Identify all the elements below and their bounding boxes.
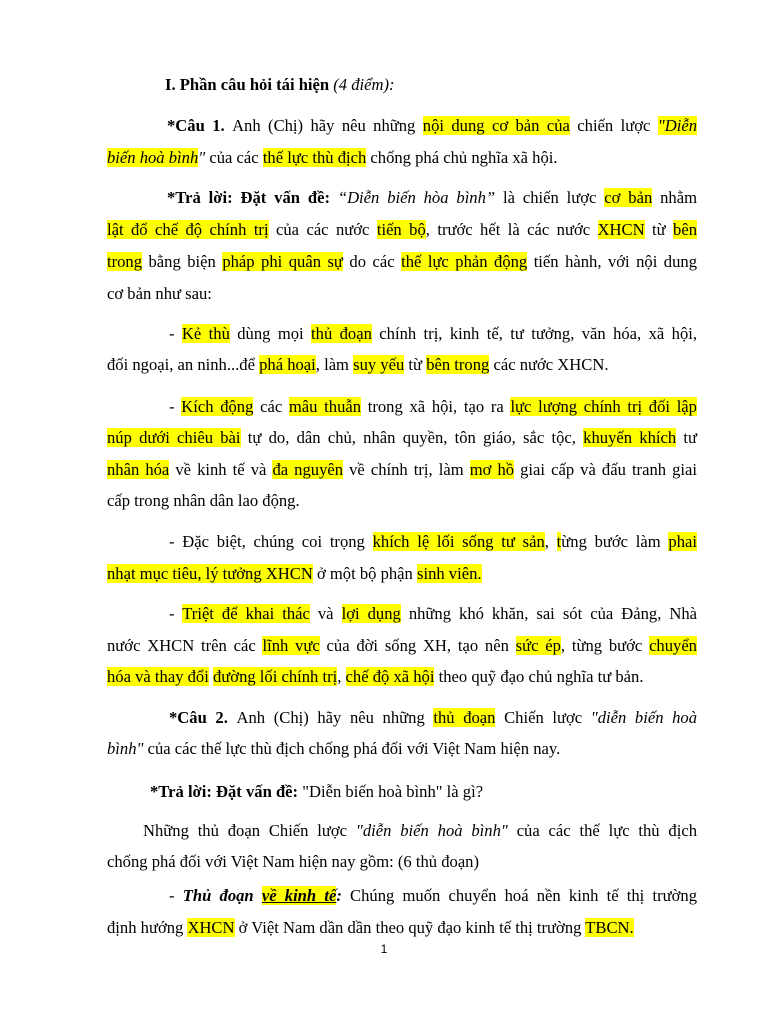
- highlighted-text: chế độ xã hội: [345, 667, 435, 686]
- highlighted-text: thủ đoạn: [311, 324, 372, 343]
- paragraph-line: [169, 318, 697, 349]
- text-run: *Câu 1.: [167, 116, 233, 135]
- text-run: từ: [404, 355, 427, 374]
- highlighted-text: lĩnh vực: [262, 636, 320, 655]
- text-run: các nước XHCN.: [489, 355, 609, 374]
- text-run: chống phá đối với Việt Nam hiện nay gồm: (6 thủ đoạn): [107, 852, 480, 871]
- text-run: về chính trị, làm: [343, 460, 470, 479]
- highlighted-text: trong: [107, 252, 143, 271]
- text-run: các: [253, 397, 289, 416]
- highlighted-text: "Diễn: [657, 116, 697, 135]
- text-run: tiến hành, với nội dung: [527, 252, 697, 271]
- highlighted-text: t: [556, 532, 562, 551]
- text-run: cấp trong nhân dân lao động.: [107, 491, 300, 510]
- paragraph-line: [107, 912, 697, 943]
- text-run: I. Phần câu hỏi tái hiện: [165, 75, 334, 94]
- text-run: là chiến lược: [495, 188, 605, 207]
- text-run: ở một bộ phận: [312, 564, 417, 583]
- page-number: 1: [380, 942, 388, 956]
- text-run: cơ bản như sau:: [107, 284, 212, 303]
- text-run: những khó khăn, sai sót của Đảng, Nhà: [400, 604, 698, 623]
- highlighted-text: về kinh tế: [261, 886, 337, 905]
- highlighted-text: khuyến khích: [583, 428, 677, 447]
- text-run: ,: [337, 667, 346, 686]
- highlighted-text: thế lực thù địch: [262, 148, 367, 167]
- highlighted-text: pháp phi quân sự: [222, 252, 343, 271]
- paragraph-line: [169, 880, 697, 911]
- text-run: , từng bước: [560, 636, 650, 655]
- text-run: và: [309, 604, 342, 623]
- text-run: ừng bước làm: [561, 532, 669, 551]
- text-run: "diễn biến hoà bình": [355, 821, 508, 840]
- text-run: :: [336, 886, 342, 905]
- paragraph-line: [107, 846, 697, 877]
- text-run: Anh (Chị) hãy nêu những: [232, 116, 423, 135]
- paragraph-line: [169, 391, 697, 422]
- text-run: ": [198, 148, 206, 167]
- highlighted-text: TBCN.: [585, 918, 634, 937]
- paragraph-line: [143, 815, 697, 846]
- text-run: ,: [544, 532, 557, 551]
- text-run: đối ngoại, an ninh...để: [107, 355, 260, 374]
- highlighted-text: Triệt để khai thác: [182, 604, 310, 623]
- highlighted-text: Kích động: [181, 397, 254, 416]
- paragraph-line: [107, 214, 697, 245]
- paragraph-line: [167, 110, 697, 141]
- highlighted-text: mơ hồ: [469, 460, 515, 479]
- highlighted-text: khích lệ lối sống tư sản: [372, 532, 545, 551]
- paragraph-line: [167, 182, 697, 213]
- text-run: “Diễn biến hòa bình”: [337, 188, 496, 207]
- text-run: ở Việt Nam dần dần theo quỹ đạo kinh tế thị trường: [234, 918, 586, 937]
- highlighted-text: thủ đoạn: [433, 708, 496, 727]
- text-run: giai cấp và đấu tranh giai: [514, 460, 697, 479]
- paragraph-line: [107, 630, 697, 661]
- paragraph-line: [107, 278, 697, 309]
- highlighted-text: núp dưới chiêu bài: [107, 428, 241, 447]
- text-run: của các: [205, 148, 263, 167]
- highlighted-text: đa nguyên: [272, 460, 344, 479]
- highlighted-text: phá hoại: [259, 355, 316, 374]
- highlighted-text: Kẻ thù: [181, 324, 230, 343]
- highlighted-text: lật đổ chế độ chính trị: [107, 220, 269, 239]
- highlighted-text: phai: [668, 532, 697, 551]
- paragraph-line: [150, 776, 650, 807]
- highlighted-text: suy yếu: [353, 355, 405, 374]
- highlighted-text: nội dung cơ bản của: [422, 116, 570, 135]
- highlighted-text: lực lượng chính trị đối lập: [510, 397, 697, 416]
- highlighted-text: chuyển: [649, 636, 697, 655]
- highlighted-text: sức ép: [515, 636, 561, 655]
- text-run: do các: [342, 252, 402, 271]
- text-run: Anh (Chị) hãy nêu những: [236, 708, 434, 727]
- paragraph-line: [107, 246, 697, 277]
- section-heading: [165, 69, 465, 100]
- text-run: -: [169, 604, 183, 623]
- text-run: (4 điểm):: [333, 75, 395, 94]
- text-run: chính trị, kinh tế, tư tưởng, văn hóa, xã hội,: [371, 324, 697, 343]
- text-run: - Đặc biệt, chúng coi trọng: [169, 532, 373, 551]
- text-run: Thủ đoạn: [182, 886, 262, 905]
- text-run: , trước hết là các nước: [425, 220, 598, 239]
- text-run: Chiến lược: [495, 708, 591, 727]
- highlighted-text: nhân hóa: [107, 460, 170, 479]
- highlighted-text: hóa và thay đổi: [107, 667, 209, 686]
- text-run: từ: [644, 220, 674, 239]
- text-run: của các thế lực thù địch chống phá đối với Việt Nam hiện nay.: [143, 739, 561, 758]
- text-run: "Diễn biến hoà bình" là gì?: [302, 782, 484, 801]
- paragraph-line: [107, 558, 697, 589]
- highlighted-text: đường lối chính trị: [213, 667, 338, 686]
- text-run: , làm: [315, 355, 354, 374]
- highlighted-text: nhạt mục tiêu, lý tưởng XHCN: [107, 564, 313, 583]
- paragraph-line: [107, 661, 697, 692]
- text-run: Những thủ đoạn Chiến lược: [143, 821, 356, 840]
- paragraph-line: [107, 454, 697, 485]
- highlighted-text: thế lực phản động: [401, 252, 528, 271]
- paragraph-line: [107, 142, 697, 173]
- highlighted-text: biến hoà bình: [107, 148, 199, 167]
- text-run: về kinh tế và: [169, 460, 273, 479]
- text-run: nước XHCN trên các: [107, 636, 263, 655]
- highlighted-text: mâu thuẫn: [288, 397, 362, 416]
- paragraph-line: [107, 422, 697, 453]
- text-run: của đời sống XH, tạo nên: [319, 636, 516, 655]
- text-run: *Trả lời: Đặt vấn đề:: [150, 782, 303, 801]
- text-run: bình": [107, 739, 144, 758]
- paragraph-line: [107, 733, 697, 764]
- highlighted-text: cơ bản: [604, 188, 653, 207]
- paragraph-line: [169, 526, 697, 557]
- text-run: chiến lược: [569, 116, 658, 135]
- text-run: của các nước: [268, 220, 377, 239]
- text-run: của các thế lực thù địch: [507, 821, 697, 840]
- paragraph-line: [107, 349, 697, 380]
- paragraph-line: [169, 702, 697, 733]
- text-run: "diễn biến hoà: [590, 708, 698, 727]
- text-run: bằng biện: [142, 252, 223, 271]
- paragraph-line: [107, 485, 697, 516]
- text-run: -: [169, 397, 182, 416]
- text-run: -: [169, 886, 183, 905]
- paragraph-line: [169, 598, 697, 629]
- text-run: nhằm: [652, 188, 698, 207]
- text-run: Chúng muốn chuyển hoá nền kinh tế thị trường: [341, 886, 697, 905]
- text-run: chống phá chủ nghĩa xã hội.: [366, 148, 558, 167]
- highlighted-text: sinh viên.: [417, 564, 482, 583]
- highlighted-text: tiến bộ: [376, 220, 426, 239]
- text-run: dùng mọi: [229, 324, 312, 343]
- highlighted-text: bên trong: [426, 355, 490, 374]
- text-run: *Trả lời: Đặt vấn đề:: [167, 188, 338, 207]
- highlighted-text: bên: [673, 220, 697, 239]
- text-run: định hướng: [107, 918, 188, 937]
- highlighted-text: lợi dụng: [341, 604, 401, 623]
- text-run: theo quỹ đạo chủ nghĩa tư bản.: [434, 667, 644, 686]
- text-run: *Câu 2.: [169, 708, 237, 727]
- text-run: tự do, dân chủ, nhân quyền, tôn giáo, sắc tộc,: [240, 428, 584, 447]
- highlighted-text: XHCN: [597, 220, 645, 239]
- text-run: tư: [676, 428, 697, 447]
- highlighted-text: XHCN: [187, 918, 235, 937]
- text-run: -: [169, 324, 182, 343]
- text-run: trong xã hội, tạo ra: [361, 397, 511, 416]
